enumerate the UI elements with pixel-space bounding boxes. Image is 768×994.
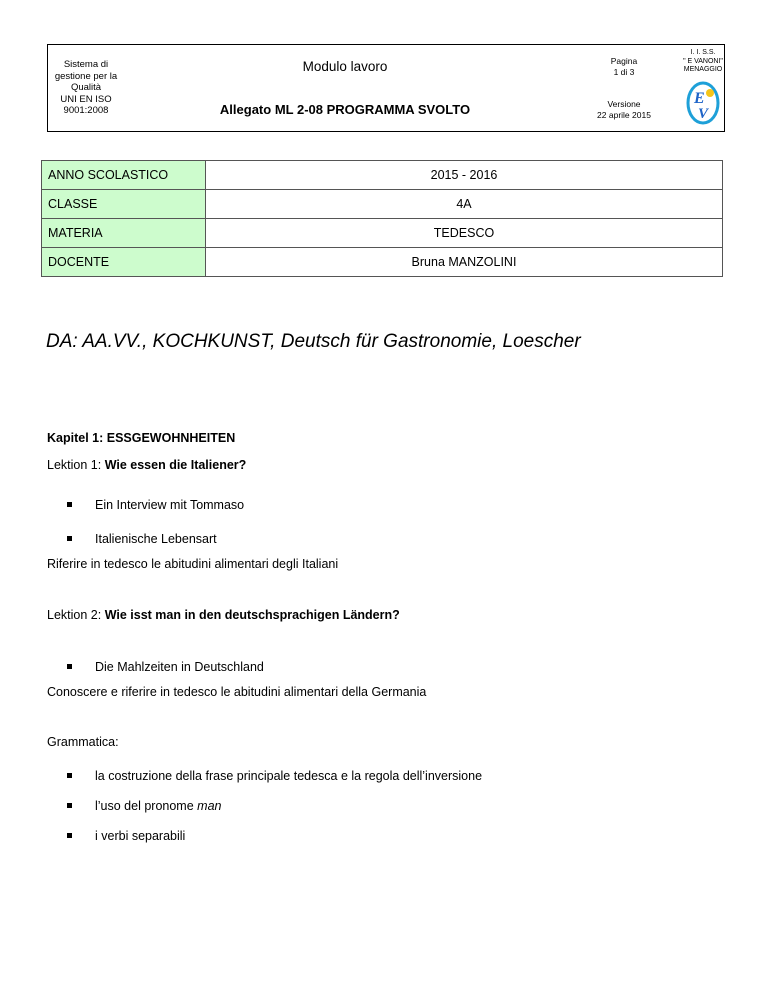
bullet-icon	[67, 502, 72, 507]
quality-system-line: 9001:2008	[63, 105, 109, 117]
lesson-2-title: Wie isst man in den deutschsprachigen Ländern?	[104, 608, 400, 622]
grammar-label: Grammatica:	[47, 735, 119, 749]
version-label: Versione	[607, 98, 641, 109]
version-cell	[566, 88, 682, 131]
info-key: MATERIA	[42, 219, 206, 248]
info-key: CLASSE	[42, 190, 206, 219]
bullet-icon	[67, 664, 72, 669]
attachment-title: Allegato ML 2-08 PROGRAMMA SVOLTO	[219, 102, 471, 117]
lesson-1-goal: Riferire in tedesco le abitudini alimentari degli Italiani	[47, 557, 339, 571]
logo-letter-e: E	[694, 90, 705, 107]
list-item-text: Italienische Lebensart	[95, 532, 217, 546]
page-number: 1 di 3	[613, 66, 635, 77]
lesson-2-prefix: Lektion 2:	[47, 608, 105, 622]
list-item	[67, 769, 482, 783]
lesson-2-heading	[47, 608, 400, 622]
info-value: 2015 - 2016	[206, 161, 723, 190]
info-key: DOCENTE	[42, 248, 206, 277]
table-row	[42, 161, 723, 190]
info-key: ANNO SCOLASTICO	[42, 161, 206, 190]
bullet-icon	[67, 803, 72, 808]
school-logo	[686, 81, 720, 125]
table-row	[42, 219, 723, 248]
quality-system-line: Qualità	[70, 82, 102, 94]
info-table	[41, 160, 723, 277]
info-value: 4A	[206, 190, 723, 219]
list-item	[67, 498, 244, 512]
table-row	[42, 248, 723, 277]
document-header	[47, 44, 725, 132]
list-item	[67, 829, 185, 843]
quality-system-cell	[48, 45, 124, 131]
lesson-1-heading	[47, 458, 246, 472]
quality-system-line: Sistema di	[63, 59, 109, 71]
table-row	[42, 190, 723, 219]
lesson-1-title: Wie essen die Italiener?	[104, 458, 247, 472]
version-date: 22 aprile 2015	[597, 109, 651, 120]
list-item	[67, 532, 217, 546]
source-reference: DA: AA.VV., KOCHKUNST, Deutsch für Gastronomie, Loescher	[46, 331, 581, 352]
list-item	[67, 799, 221, 813]
school-cell	[682, 45, 724, 131]
school-name-line: " E VANONI"	[683, 57, 723, 65]
list-item-text: l’uso del pronome	[95, 799, 198, 813]
list-item	[67, 660, 264, 674]
quality-system-line: UNI EN ISO	[60, 93, 112, 105]
module-title: Modulo lavoro	[302, 59, 388, 74]
pronoun-man: man	[197, 799, 222, 813]
list-item-text: i verbi separabili	[95, 829, 186, 843]
bullet-icon	[67, 536, 72, 541]
list-item-text: Ein Interview mit Tommaso	[95, 498, 245, 512]
logo-letter-v: V	[698, 106, 709, 122]
list-item-text: la costruzione della frase principale tedesca e la regola dell’inversione	[95, 769, 483, 783]
school-name-line: MENAGGIO	[683, 66, 723, 73]
info-value: Bruna MANZOLINI	[206, 248, 723, 277]
page-label: Pagina	[610, 55, 638, 66]
bullet-icon	[67, 833, 72, 838]
chapter-heading: Kapitel 1: ESSGEWOHNHEITEN	[47, 431, 236, 445]
lesson-2-goal: Conoscere e riferire in tedesco le abitudini alimentari della Germania	[47, 685, 427, 699]
lesson-1-prefix: Lektion 1:	[47, 458, 105, 472]
bullet-icon	[67, 773, 72, 778]
school-name-line: I. I. S.S.	[690, 49, 716, 56]
list-item-text: Die Mahlzeiten in Deutschland	[95, 660, 264, 674]
page-cell	[566, 45, 682, 88]
info-value: TEDESCO	[206, 219, 723, 248]
quality-system-line: gestione per la	[54, 70, 118, 82]
